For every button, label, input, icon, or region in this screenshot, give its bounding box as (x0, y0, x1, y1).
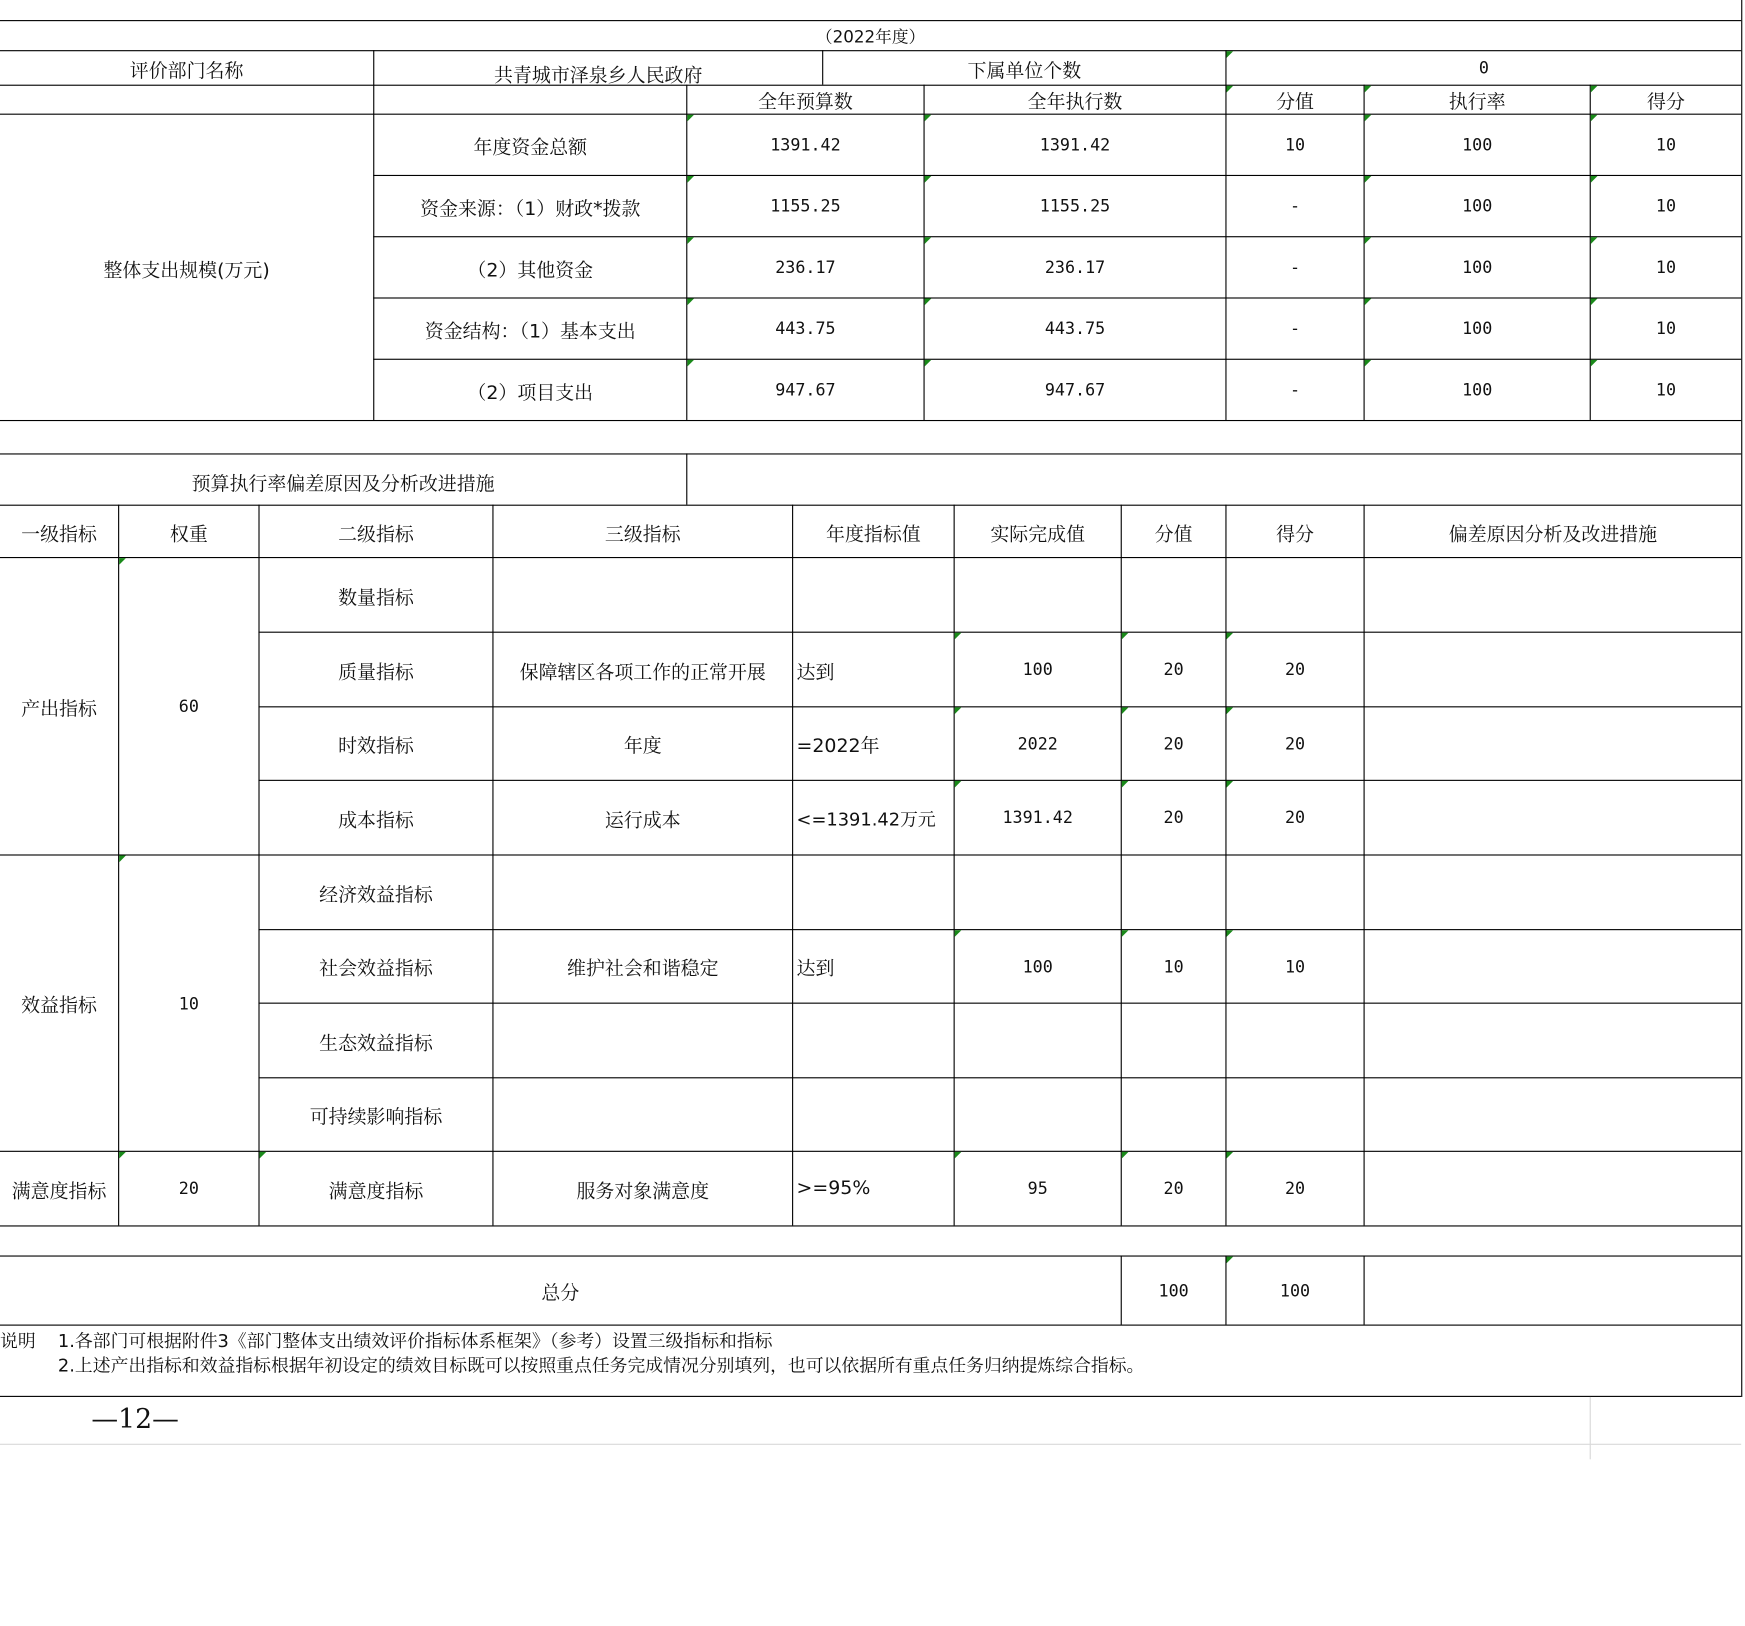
actual-value (955, 1004, 1121, 1078)
score-value: 10 (1163, 956, 1184, 977)
level2: 满意度指标 (328, 1180, 424, 1203)
actual-value (955, 1078, 1121, 1150)
notes-line-1: 1.各部门可根据附件3《部门整体支出绩效评价指标体系框架》（参考）设置三级指标和指标 (57, 1330, 773, 1352)
execution-rate: 100 (1462, 379, 1493, 400)
score: 10 (1655, 318, 1677, 339)
dept-name-value: 共青城市泽泉乡人民政府 (494, 64, 703, 87)
weight-benefit: 10 (178, 993, 199, 1014)
level3 (494, 1004, 793, 1078)
annual-target: =2022年 (796, 735, 880, 758)
deviation-analysis-label: 预算执行率偏差原因及分析改进措施 (191, 473, 495, 496)
execution-rate: 100 (1462, 196, 1493, 217)
level2: 生态效益指标 (319, 1032, 433, 1055)
annual-target (793, 1078, 953, 1150)
budget-item: 年度资金总额 (473, 136, 588, 159)
budget-item: （2）项目支出 (467, 381, 594, 404)
header-score: 得分 (1647, 91, 1685, 114)
annual-target (793, 1004, 953, 1078)
level2: 成本指标 (338, 809, 414, 832)
executed-value: 1391.42 (1039, 134, 1111, 155)
header-annual-budget: 全年预算数 (758, 91, 853, 114)
score-value: 20 (1163, 659, 1184, 680)
level2: 可持续影响指标 (309, 1106, 443, 1129)
budget-item: （2）其他资金 (467, 259, 594, 282)
header-level1: 一级指标 (21, 523, 97, 546)
level2: 时效指标 (338, 735, 414, 758)
sub-unit-count-label: 下属单位个数 (967, 59, 1082, 82)
execution-rate: 100 (1462, 318, 1493, 339)
budget-value: 443.75 (775, 318, 836, 339)
actual-value: 100 (1022, 659, 1053, 680)
budget-item: 资金来源：（1）财政*拨款 (420, 197, 641, 221)
executed-value: 947.67 (1044, 379, 1106, 400)
level3: 年度 (623, 735, 662, 758)
executed-value: 443.75 (1044, 318, 1106, 339)
actual-value: 95 (1027, 1178, 1048, 1199)
header-score-value: 分值 (1276, 91, 1314, 114)
score-value: 20 (1163, 807, 1184, 828)
execution-rate: 100 (1462, 134, 1493, 155)
score-value (1122, 856, 1226, 930)
level3: 运行成本 (604, 809, 681, 832)
level1-benefit: 效益指标 (21, 994, 97, 1018)
budget-value: 1155.25 (770, 196, 841, 217)
score (1227, 1078, 1364, 1150)
score-value: 20 (1163, 1178, 1184, 1199)
level3 (494, 856, 793, 930)
weight-output: 60 (178, 696, 199, 717)
level2: 质量指标 (338, 661, 414, 684)
dept-name-label: 评价部门名称 (129, 59, 244, 82)
budget-value: 236.17 (775, 257, 836, 278)
budget-value: 1391.42 (770, 134, 841, 155)
header-actual-value: 实际完成值 (990, 523, 1086, 546)
annual-target (793, 856, 953, 930)
notes-label: 说明 (0, 1330, 36, 1352)
level2: 社会效益指标 (319, 958, 433, 981)
level3: 维护社会和谐稳定 (567, 958, 719, 981)
header-score-value: 分值 (1154, 523, 1193, 546)
score: 10 (1284, 956, 1306, 977)
score-value (1122, 558, 1226, 632)
header-annual-target: 年度指标值 (826, 523, 921, 546)
budget-item: 资金结构：（1）基本支出 (424, 320, 636, 343)
header-weight: 权重 (169, 523, 208, 546)
score: 20 (1284, 659, 1306, 680)
score-value: 10 (1284, 134, 1306, 155)
level2: 数量指标 (338, 586, 414, 609)
score-value (1122, 1078, 1226, 1150)
header-score: 得分 (1276, 523, 1314, 546)
score: 10 (1655, 134, 1677, 155)
annual-target: <=1391.42万元 (796, 808, 936, 830)
executed-value: 1155.25 (1039, 196, 1111, 217)
annual-target: 达到 (796, 661, 835, 684)
annual-target: >=95% (796, 1177, 871, 1200)
score: 10 (1655, 379, 1677, 400)
level1-output: 产出指标 (21, 697, 97, 721)
score-value: - (1289, 257, 1301, 278)
level3: 服务对象满意度 (576, 1180, 710, 1203)
score (1227, 856, 1364, 930)
weight-satisfaction: 20 (178, 1178, 199, 1199)
header-level2: 二级指标 (338, 523, 414, 546)
score-value: - (1289, 196, 1301, 217)
budget-value: 947.67 (775, 379, 836, 400)
header-execution-rate: 执行率 (1448, 91, 1506, 114)
score-value (1122, 1004, 1226, 1078)
header-deviation-reason: 偏差原因分析及改进措施 (1448, 523, 1658, 546)
score: 10 (1655, 196, 1677, 217)
actual-value: 1391.42 (1002, 807, 1073, 828)
year-title: （2022年度） (815, 26, 926, 47)
header-level3: 三级指标 (604, 523, 681, 546)
page-number: —12— (91, 1403, 179, 1435)
total-label: 总分 (541, 1282, 580, 1305)
header-annual-executed: 全年执行数 (1027, 91, 1123, 114)
score: 20 (1284, 733, 1306, 754)
actual-value: 2022 (1017, 733, 1058, 754)
level3 (494, 1078, 793, 1150)
score-value: - (1289, 379, 1301, 400)
actual-value (955, 558, 1121, 632)
level2: 经济效益指标 (319, 883, 433, 907)
notes-line-2: 2.上述产出指标和效益指标根据年初设定的绩效目标既可以按照重点任务完成情况分别填列，也可以依据所有重点任务归纳提炼综合指标。 (57, 1354, 1145, 1376)
executed-value: 236.17 (1044, 257, 1106, 278)
level3: 保障辖区各项工作的正常开展 (519, 661, 766, 684)
total-score: 100 (1279, 1280, 1311, 1301)
score (1227, 558, 1364, 632)
actual-value: 100 (1022, 956, 1053, 977)
actual-value (955, 856, 1121, 930)
score-value: - (1289, 318, 1301, 339)
sub-unit-count-value: 0 (1478, 57, 1489, 78)
score-value: 20 (1163, 733, 1184, 754)
score: 10 (1655, 257, 1677, 278)
annual-target (793, 558, 953, 632)
spending-scale-label: 整体支出规模(万元) (103, 259, 270, 282)
level3 (494, 558, 793, 632)
score (1227, 1004, 1364, 1078)
score: 20 (1284, 807, 1306, 828)
level1-satisfaction: 满意度指标 (11, 1180, 107, 1203)
annual-target: 达到 (796, 958, 835, 981)
score: 20 (1284, 1178, 1306, 1199)
total-score-value: 100 (1158, 1280, 1189, 1301)
execution-rate: 100 (1462, 257, 1493, 278)
